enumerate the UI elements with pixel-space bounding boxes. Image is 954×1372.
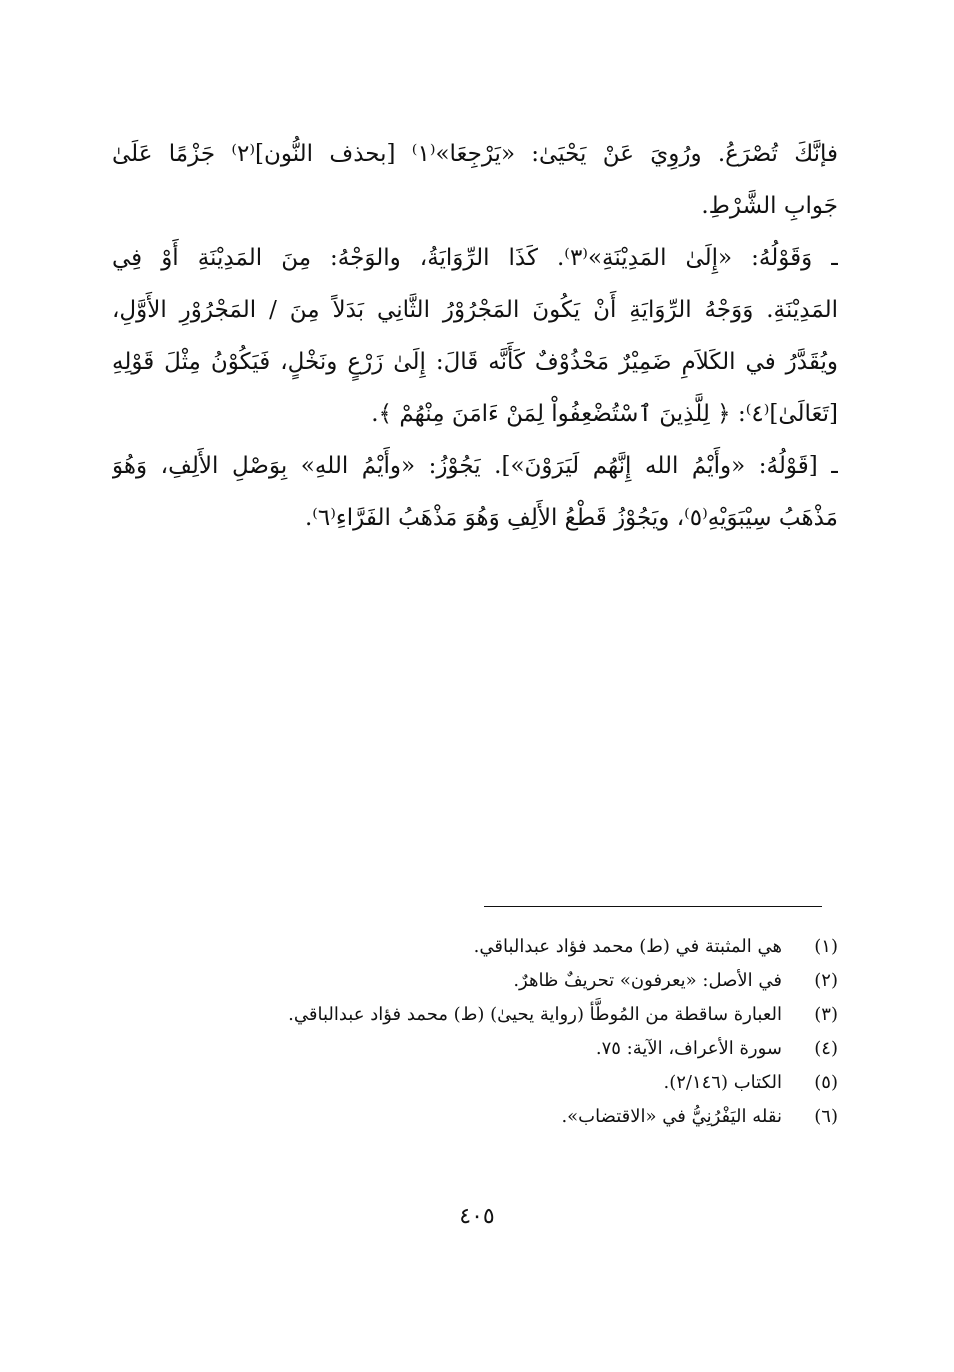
footnote-number: (٦): [814, 1106, 838, 1127]
footnote-item: [240, 1032, 838, 1066]
text-line-1: فإنَّكَ تُصْرَعُ. ورُوِيَ عَنْ يَحْيَىٰ: «يَرْجِعَا»⁽١⁾ [بحذف النُّون]⁽٢⁾ جَزْمًا عَلَىٰ: [112, 141, 838, 167]
footnote-item: [240, 1066, 838, 1100]
text-line-8: مَذْهَبُ سِيْبَوَيْهِ⁽٥⁾، ويَجُوْزُ قَطْعُ الأَلِفِ وَهُوَ مَذْهَبُ الفَرَّاءِ⁽٦⁾.: [304, 505, 838, 531]
footnote-text: في الأصل: «يعرفون» تحريفٌ ظاهرٌ.: [513, 970, 782, 991]
footnote-item: [240, 964, 838, 998]
footnote-item: [240, 930, 838, 964]
footnote-number: (٤): [814, 1038, 838, 1059]
footnote-text: العبارة ساقطة من المُوطَّأ (رواية يحيىٰ) (ط) محمد فؤاد عبدالباقي.: [288, 1004, 782, 1025]
text-line-2: جَوابِ الشَّرْطِ.: [701, 193, 838, 219]
page-number: ٤٠٥: [459, 1204, 495, 1229]
footnote-number: (٥): [814, 1072, 838, 1093]
footnote-text: الكتاب (٢/١٤٦).: [663, 1072, 782, 1093]
footnote-text: نقله اليَفْرُنِيُّ في «الاقتضاب».: [561, 1106, 782, 1127]
footnote-item: [240, 998, 838, 1032]
main-text: [112, 128, 838, 544]
footnote-number: (١): [814, 936, 838, 957]
footnote-separator: [484, 906, 822, 907]
footnote-number: (٣): [814, 1004, 838, 1025]
text-line-3: ـ وَقَوْلُهُ: «إِلَىٰ المَدِيْنَةِ»⁽٣⁾. كَذَا الرِّوَايَةُ، والوَجْهُ: مِنَ المَدِيْنَةِ أَوْ فِي: [112, 245, 838, 271]
footnotes: [240, 930, 838, 1134]
footnote-text: سورة الأعراف، الآية: ٧٥.: [595, 1038, 782, 1059]
footnote-item: [240, 1100, 838, 1134]
text-line-6: [تَعَالَىٰ]⁽٤⁾: ﴿ لِلَّذِينَ ٱسْتُضْعِفُواْ لِمَنْ ءَامَنَ مِنْهُمْ ﴾.: [371, 401, 838, 427]
text-line-7: ـ [قَوْلُهُ: «وأَيْمُ الله إِنَّهُم لَيَرَوْنَ»]. يَجُوْزُ: «وأَيْمُ اللهِ» بِوَصْلِ الأَلِفِ، وَهُوَ: [112, 453, 838, 479]
text-line-4: المَدِيْنَةِ. وَوَجْهُ الرِّوَايَةِ أَنْ يَكُونَ المَجْرُوْرُ الثَّانِي بَدَلاً مِنَ / المَجْرُوْرِ الأَوَّلِ،: [112, 297, 838, 323]
footnote-number: (٢): [814, 970, 838, 991]
text-line-5: ويُقَدَّرُ في الكَلاَمِ ضَمِيْرٌ مَحْذُوْفٌ كَأَنَّه قَالَ: إِلَىٰ زَرْعٍ ونَخْلٍ، فَيَكُوْنُ مِثْلَ قَوْلِهِ: [112, 349, 838, 375]
footnote-text: هي المثبتة في (ط) محمد فؤاد عبدالباقي.: [473, 936, 782, 957]
